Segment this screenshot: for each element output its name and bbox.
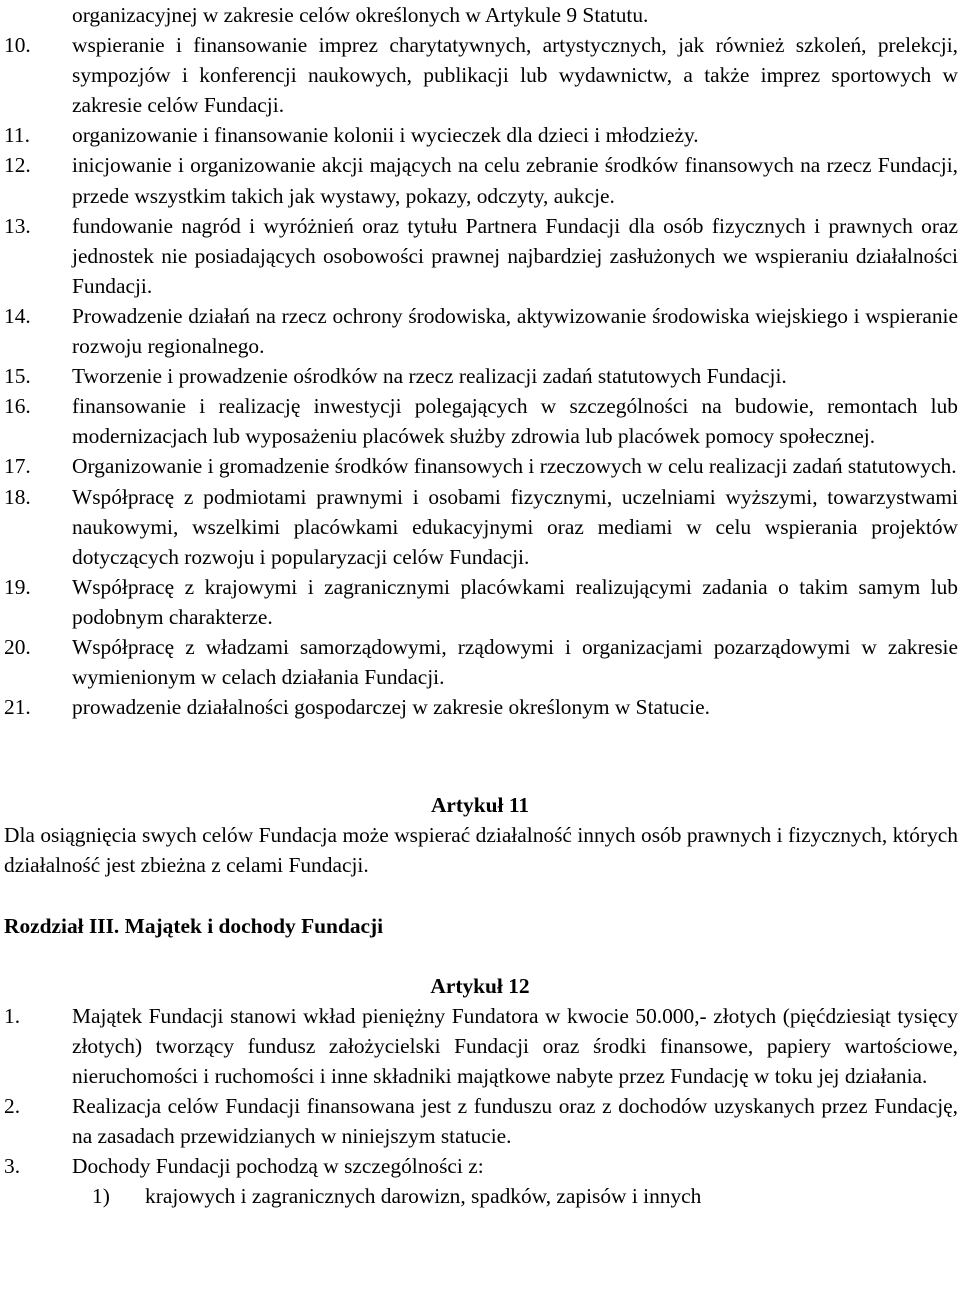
item-text: Dochody Fundacji pochodzą w szczególności z: [72, 1154, 484, 1179]
spacer [0, 722, 960, 790]
continuation-text: organizacyjnej w zakresie celów określonych w Artykule 9 Statutu. [72, 3, 649, 27]
item-number: 2. [4, 1094, 21, 1118]
item-number: 12. [4, 153, 31, 178]
list-item [0, 120, 960, 150]
item-number: 13. [4, 213, 31, 238]
item-text: fundowanie nagród i wyróżnień oraz tytułu Partnera Fundacji dla osób fizycznych i prawnych oraz jednostek nie posiadających osobowości prawnej najbardziej zasłużonych we wspieraniu działalności Fundacji. [72, 213, 958, 298]
sub-item-text: krajowych i zagranicznych darowizn, spadków, zapisów i innych [145, 1184, 702, 1209]
item-number: 10. [4, 33, 31, 58]
list-item [0, 211, 960, 301]
list-item [0, 1091, 960, 1151]
list-item [0, 150, 960, 210]
item-text: Tworzenie i prowadzenie ośrodków na rzecz realizacji zadań statutowych Fundacji. [72, 364, 787, 389]
item-number: 17. [4, 454, 31, 479]
item-number: 20. [4, 634, 31, 659]
article-12-list [0, 1001, 960, 1212]
list-item [0, 301, 960, 361]
article-12-title: Artykuł 12 [430, 973, 530, 998]
item-text: wspieranie i finansowanie imprez charytatywnych, artystycznych, jak również szkoleń, prelekcji, sympozjów i konferencji naukowych, publikacji lub wydawnictw, a także imprez sportowych w zakresie celów Fundacji. [72, 33, 958, 118]
sub-list-item [0, 1181, 960, 1211]
item-text: organizowanie i finansowanie kolonii i wycieczek dla dzieci i młodzieży. [72, 123, 699, 148]
item-number: 15. [4, 364, 31, 389]
article-11-title: Artykuł 11 [430, 793, 530, 818]
list-item [0, 1001, 960, 1091]
list-item [0, 632, 960, 692]
item-number: 11. [4, 123, 30, 148]
spacer [0, 881, 960, 911]
item-text: Współpracę z krajowymi i zagranicznymi placówkami realizującymi zadania o takim samym lub podobnym charakterze. [72, 574, 958, 629]
sub-item-number: 1) [92, 1184, 110, 1209]
item-number: 3. [4, 1154, 21, 1179]
list-item [0, 361, 960, 391]
item-number: 18. [4, 484, 31, 509]
chapter-heading: Rozdział III. Majątek i dochody Fundacji [4, 913, 384, 938]
item-number: 14. [4, 303, 31, 328]
item-text: prowadzenie działalności gospodarczej w zakresie określonym w Statucie. [72, 695, 710, 720]
item-number: 19. [4, 574, 31, 599]
continuation-line [0, 0, 960, 30]
list-item [0, 30, 960, 120]
item-text: Realizacja celów Fundacji finansowana jest z funduszu oraz z dochodów uzyskanych przez Fundację, na zasadach przewidzianych w niniejszym statucie. [72, 1094, 958, 1149]
item-text: Współpracę z władzami samorządowymi, rządowymi i organizacjami pozarządowymi w zakresie wymienionym w celach działania Fundacji. [72, 634, 958, 690]
item-text: Organizowanie i gromadzenie środków finansowych i rzeczowych w celu realizacji zadań statutowych. [72, 454, 957, 479]
item-number: 1. [4, 1003, 21, 1028]
list-item [0, 1151, 960, 1181]
item-text: inicjowanie i organizowanie akcji mających na celu zebranie środków finansowych na rzecz Fundacji, przede wszystkim takich jak wystawy, pokazy, odczyty, aukcje. [72, 153, 958, 208]
item-text: Prowadzenie działań na rzecz ochrony środowiska, aktywizowanie środowiska wiejskiego i wspieranie rozwoju regionalnego. [72, 303, 958, 359]
item-text: Współpracę z podmiotami prawnymi i osobami fizycznymi, uczelniami wyższymi, towarzystwami naukowymi, wszelkimi placówkami edukacyjnymi oraz mediami w celu wspierania projektów dotyczących rozwoju i popularyzacji celów Fundacji. [72, 484, 958, 569]
list-item [0, 572, 960, 632]
spacer [0, 941, 960, 971]
list-item [0, 391, 960, 451]
item-number: 16. [4, 394, 31, 419]
item-text: finansowanie i realizację inwestycji polegających w szczególności na budowie, remontach lub modernizacjach lub wyposażeniu placówek służby zdrowia lub placówek pomocy społecznej. [72, 394, 958, 449]
list-item [0, 451, 960, 481]
list-item [0, 692, 960, 722]
article-11-text: Dla osiągnięcia swych celów Fundacja może wspierać działalność innych osób prawnych i fizycznych, których działalność jest zbieżna z celami Fundacji. [4, 823, 958, 878]
objectives-list [0, 30, 960, 722]
item-number: 21. [4, 695, 31, 720]
list-item [0, 482, 960, 572]
item-text: Majątek Fundacji stanowi wkład pieniężny Fundatora w kwocie 50.000,- złotych (pięćdziesiąt tysięcy złotych) tworzący fundusz założycielski Fundacji oraz środki finansowe, papiery wartościowe, nieruchomości i ruchomości i inne składniki majątkowe nabyte przez Fundację w toku jej działania. [72, 1003, 958, 1088]
